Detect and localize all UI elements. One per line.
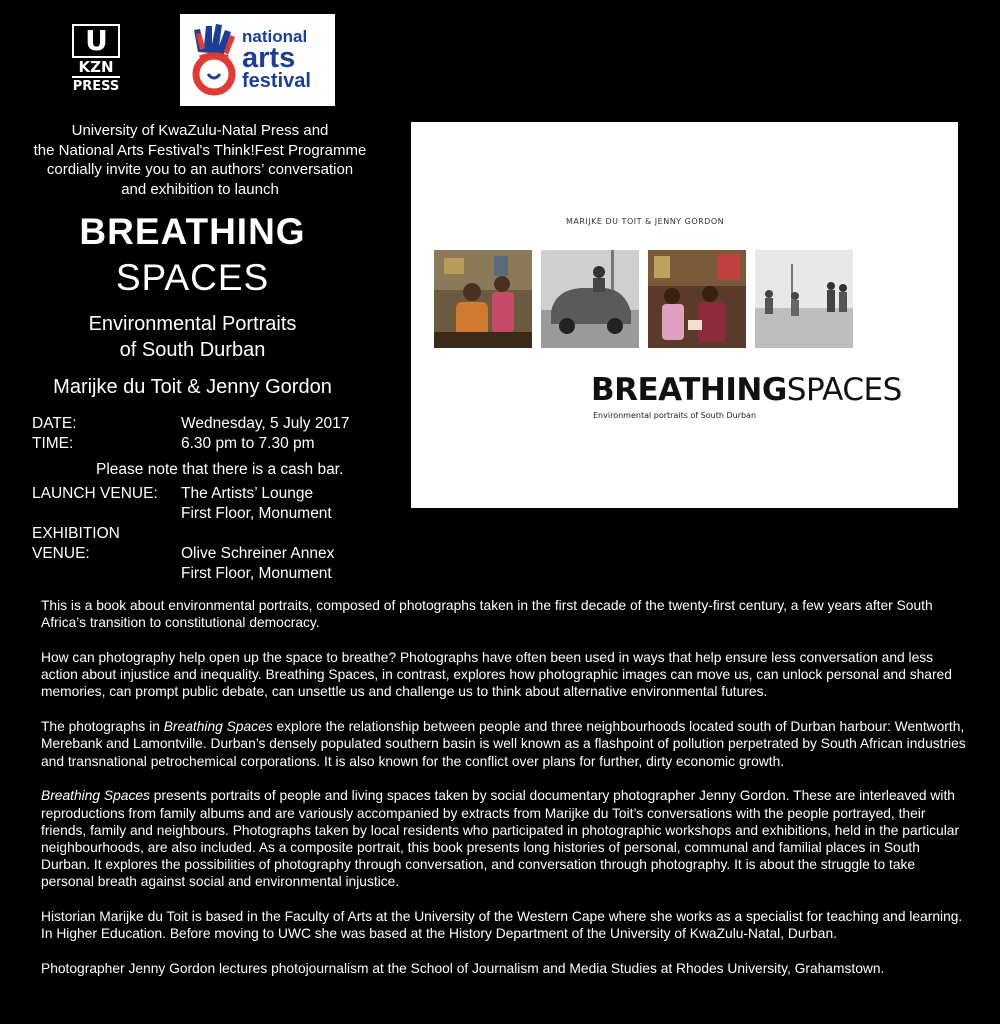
ukzn-logo-press: PRESS (72, 79, 120, 94)
event-authors: Marijke du Toit & Jenny Gordon (53, 376, 332, 398)
body-paragraph-4-post: presents portraits of people and living spaces taken by social documentary photographer Jenny Gordon. These are interleaved with reproductions from family albums and are variously accompanied by extracts from Marijke du Toit’s conversations with the people portrayed, their friends, family and neighbours. Photographs taken by local residents who participated in photographic workshops and exhibitions, held in the particular neighbourhoods, are also included. As a composite portrait, this book presents long histories of personal, communal and familial places in South Durban. It explores the possibilities of photography through conversation, and conversation through photography. It is about the struggle to take personal breath against social and environmental injustice. (41, 788, 960, 890)
body-paragraph-1: This is a book about environmental portraits, composed of photographs taken in the first decade of the twenty-first century, a few years after South Africa’s transition to constitutional democracy. (41, 598, 933, 631)
date-value: Wednesday, 5 July 2017 (181, 415, 350, 432)
cover-photo-1 (434, 250, 532, 348)
time-value: 6.30 pm to 7.30 pm (181, 435, 315, 452)
invitation-line-2: the National Arts Festival's Think!Fest Programme (33, 141, 367, 159)
naf-hand-icon (190, 22, 240, 100)
body-paragraph-5: Historian Marijke du Toit is based in the Faculty of Arts at the University of the Western Cape where she works as a specialist for teaching and learning. In Higher Education. Before moving to UWC she was based at the History Department of the University of KwaZulu-Natal, Durban. (41, 909, 963, 942)
body-paragraph-3-post: explore the relationship between people and three neighbourhoods located south of Durban harbour: Wentworth, Merebank and Lamontville. Durban’s densely populated southern basin is well known as a flashpoint of pollution perpetrated by South African industries and transnational petrochemical corporations. It is also known for the conflict over plans for further, dirty economic growth. (41, 719, 966, 769)
national-arts-festival-logo (180, 14, 335, 106)
launch-venue-line-1: The Artists’ Lounge (181, 485, 314, 502)
body-copy (41, 597, 971, 995)
body-paragraph-2: How can photography help open up the space to breathe? Photographs have often been used in ways that help ensure less conversation and less action about injustice and inequality. Breathing Spaces, in contrast, explores how photographic images can move us, can unlock personal and shared memories, can prompt public debate, can unsettle us and challenge us to think about alternative environmental futures. (41, 650, 952, 700)
cash-bar-note: Please note that there is a cash bar. (96, 461, 344, 478)
body-paragraph-6: Photographer Jenny Gordon lectures photojournalism at the School of Journalism and Media Studies at Rhodes University, Grahamstown. (41, 961, 885, 977)
cover-photo-2 (541, 250, 639, 348)
event-title-sub: SPACES (115, 257, 270, 298)
cover-title (591, 372, 902, 408)
event-subtitle-line-2: of South Durban (119, 339, 266, 361)
event-subtitle-line-1: Environmental Portraits (88, 313, 297, 335)
naf-logo-arts: arts (242, 42, 296, 74)
body-paragraph-4 (41, 787, 971, 890)
exhibition-venue-line-1: Olive Schreiner Annex (181, 545, 335, 562)
naf-logo-festival: festival (242, 70, 311, 92)
launch-venue-label: LAUNCH VENUE: (32, 485, 158, 502)
event-subtitle (0, 311, 385, 363)
ukzn-logo-u: U (72, 24, 120, 56)
naf-logo-national: national (242, 27, 308, 46)
cover-title-light: SPACES (786, 372, 902, 408)
ukzn-press-logo (72, 24, 120, 98)
date-label: DATE: (32, 415, 77, 432)
cover-tagline: Environmental portraits of South Durban (593, 411, 757, 420)
book-cover (411, 122, 958, 508)
launch-venue-line-2: First Floor, Monument (181, 505, 332, 522)
invitation-line-3: cordially invite you to an authors’ conversation (46, 161, 354, 178)
exhibition-venue-label-1: EXHIBITION (32, 525, 120, 542)
cover-title-bold: BREATHING (591, 372, 787, 408)
body-paragraph-4-title: Breathing Spaces (41, 788, 150, 804)
body-paragraph-3-title: Breathing Spaces (163, 719, 273, 735)
exhibition-venue-line-2: First Floor, Monument (181, 565, 332, 582)
body-paragraph-3 (41, 718, 971, 770)
cover-photo-4 (755, 250, 853, 348)
cover-photo-3 (648, 250, 746, 348)
cover-authors: MARIJKE DU TOIT & JENNY GORDON (566, 217, 725, 226)
exhibition-venue-label-2: VENUE: (32, 545, 90, 562)
invitation-line-4: and exhibition to launch (121, 180, 279, 198)
invitation-text (0, 121, 400, 199)
event-title-main: BREATHING (79, 211, 306, 252)
ukzn-logo-kzn: KZN (72, 56, 120, 78)
body-paragraph-3-pre: The photographs in (41, 719, 164, 735)
time-label: TIME: (32, 435, 74, 452)
event-details (32, 414, 392, 584)
invitation-line-1: University of KwaZulu-Natal Press and (71, 122, 329, 139)
